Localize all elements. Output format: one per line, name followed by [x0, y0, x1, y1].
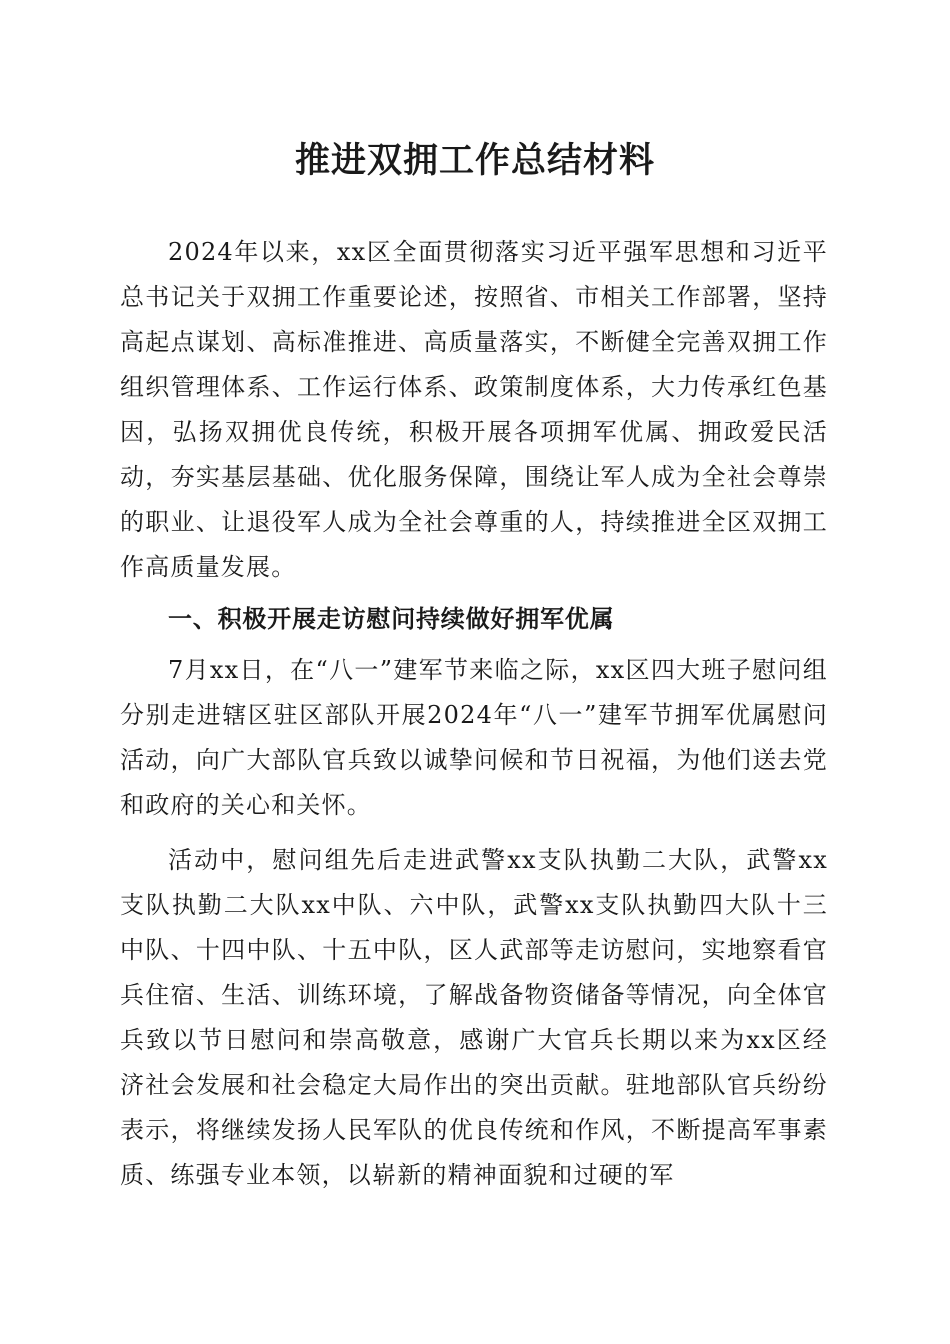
document-body [120, 230, 828, 1198]
document-title: 推进双拥工作总结材料 [294, 140, 655, 181]
section-paragraph: 活动中，慰问组先后走进武警xx支队执勤二大队，武警xx支队执勤二大队xx中队、六中队，武警xx支队执勤四大队十三中队、十四中队、十五中队，区人武部等走访慰问，实地察看官兵住宿、生活、训练环境，了解战备物资储备等情况，向全体官兵致以节日慰问和崇高敬意，感谢广大官兵长期以来为xx区经济社会发展和社会稳定大局作出的突出贡献。驻地部队官兵纷纷表示，将继续发扬人民军队的优良传统和作风，不断提高军事素质、练强专业本领，以崭新的精神面貌和过硬的军 [120, 846, 828, 1189]
intro-paragraph: 2024年以来，xx区全面贯彻落实习近平强军思想和习近平总书记关于双拥工作重要论述，按照省、市相关工作部署，坚持高起点谋划、高标准推进、高质量落实，不断健全完善双拥工作组织管理体系、工作运行体系、政策制度体系，大力传承红色基因，弘扬双拥优良传统，积极开展各项拥军优属、拥政爱民活动，夯实基层基础、优化服务保障，围绕让军人成为全社会尊崇的职业、让退役军人成为全社会尊重的人，持续推进全区双拥工作高质量发展。 [120, 238, 828, 581]
section-heading: 一、积极开展走访慰问持续做好拥军优属 [168, 605, 615, 633]
section-paragraph: 7月xx日，在“八一”建军节来临之际，xx区四大班子慰问组分别走进辖区驻区部队开展2024年“八一”建军节拥军优属慰问活动，向广大部队官兵致以诚挚问候和节日祝福，为他们送去党和政府的关心和关怀。 [120, 656, 828, 819]
